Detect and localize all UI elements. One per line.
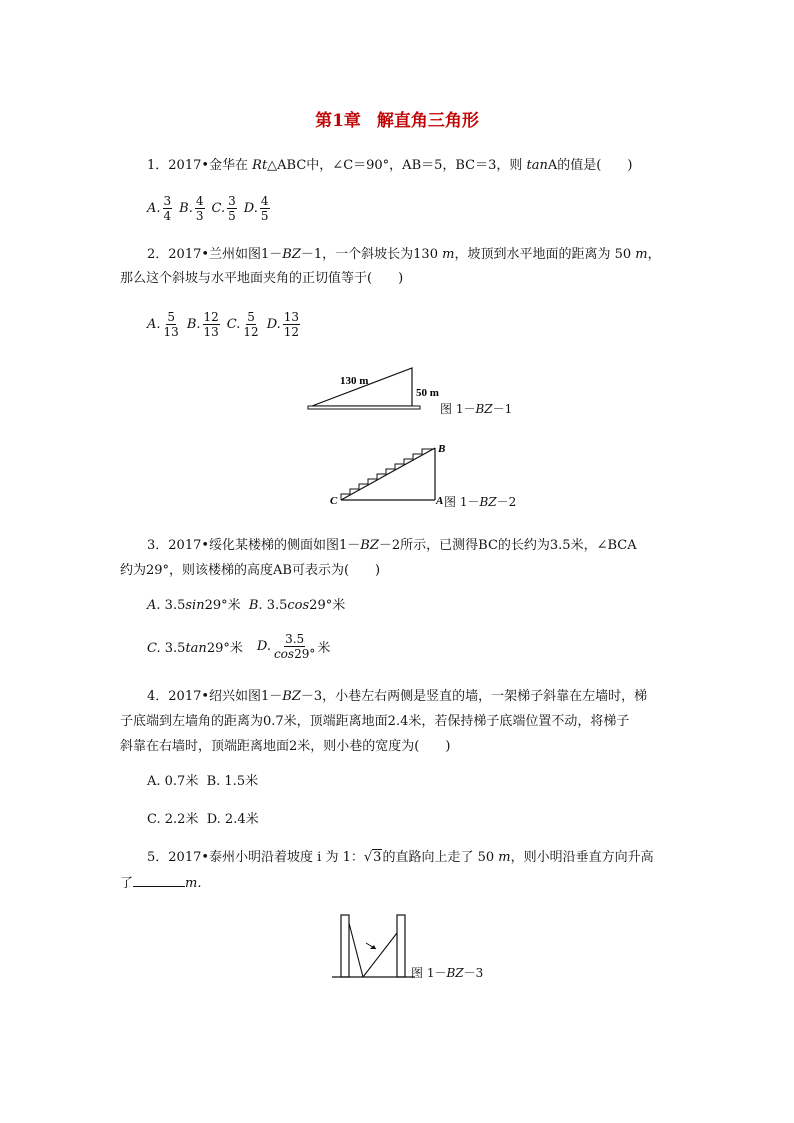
figure-2-staircase-diagram	[330, 440, 450, 510]
page-title	[0, 106, 794, 131]
vertex-b-label: B	[438, 443, 446, 455]
slope-length-label: 130 m	[340, 375, 369, 387]
q1-option-b: B. $\frac{4}{3}$	[179, 194, 204, 223]
left-wall	[341, 915, 349, 977]
figure-1-caption: 图 1－BZ－1	[440, 402, 513, 416]
question-5-line-1: 5．2017•泰州小明沿着坡度 i 为 1：√3的直路向上走了 50 m，则小明沿垂直方向升高	[147, 850, 654, 865]
right-wall	[397, 915, 405, 977]
question-3-line-1: 3．2017•绥化某楼梯的侧面如图1－BZ－2所示，已测得BC的长约为3.5米，∠BCA	[147, 538, 637, 553]
slope-height-label: 50 m	[416, 387, 439, 399]
q2-option-b: B. $\frac{12}{13}$	[186, 310, 219, 339]
question-2-options	[147, 310, 301, 339]
q1-option-a: A. $\frac{3}{4}$	[147, 194, 172, 223]
q3-option-d: D. $\frac{3.5}{\cos 29^\circ}$ 米	[256, 632, 331, 661]
question-3-line-2: 约为29°，则该楼梯的高度AB可表示为( )	[120, 563, 381, 578]
question-4-line-2: 子底端到左墙角的距离为0.7米，顶端距离地面2.4米，若保持梯子底端位置不动，将梯子	[120, 714, 630, 729]
vertex-c-label: C	[330, 495, 338, 507]
ground-line	[308, 406, 420, 409]
question-2-line-1: 2．2017•兰州如图1－BZ－1，一个斜坡长为130 m，坡顶到水平地面的距离为 50 m，	[147, 247, 661, 262]
figure-2-caption: 图 1－BZ－2	[444, 495, 517, 509]
q2-option-a: A. $\frac{5}{13}$	[147, 310, 179, 339]
chapter-topic: 解直角三角形	[376, 111, 479, 131]
question-2-line-2: 那么这个斜坡与水平地面夹角的正切值等于( )	[120, 271, 404, 286]
staircase-hypotenuse	[341, 448, 435, 500]
q2-option-d: D. $\frac{13}{12}$	[266, 310, 300, 339]
question-4-options-ab: A. 0.7米 B. 1.5米	[147, 774, 259, 789]
vertex-a-label: A	[436, 495, 444, 507]
question-1-stem: 1．2017•金华在 Rt△ABC中，∠C＝90°，AB＝5，BC＝3，则 tanA的值是( )	[147, 158, 633, 173]
q3-option-c: C. 3.5tan29°米	[147, 641, 243, 656]
question-4-line-1: 4．2017•绍兴如图1－BZ－3，小巷左右两侧是竖直的墙，一架梯子斜靠在左墙时，梯	[147, 689, 648, 704]
q2-option-c: C. $\frac{5}{12}$	[226, 310, 259, 339]
question-3-options-cd	[147, 632, 330, 661]
question-1-options	[147, 194, 271, 223]
ladder-left-position	[349, 923, 363, 977]
ladder-right-position	[363, 933, 397, 977]
chapter-number: 第1章	[315, 111, 361, 131]
question-4-options-cd: C. 2.2米 D. 2.4米	[147, 812, 259, 827]
question-4-line-3: 斜靠在右墙时，顶端距离地面2米，则小巷的宽度为( )	[120, 739, 451, 754]
figure-3-alley-diagram	[330, 905, 420, 980]
question-3-options-ab: A. 3.5sin29°米 B. 3.5cos29°米	[147, 598, 346, 613]
q1-option-d: D. $\frac{4}{5}$	[243, 194, 269, 223]
question-5-line-2: 了 m.	[120, 876, 202, 891]
sqrt-symbol: √3	[363, 850, 382, 865]
answer-blank	[133, 874, 185, 887]
figure-3-caption: 图 1－BZ－3	[411, 966, 484, 980]
q1-option-c: C. $\frac{3}{5}$	[211, 194, 236, 223]
slope-triangle	[312, 368, 412, 406]
